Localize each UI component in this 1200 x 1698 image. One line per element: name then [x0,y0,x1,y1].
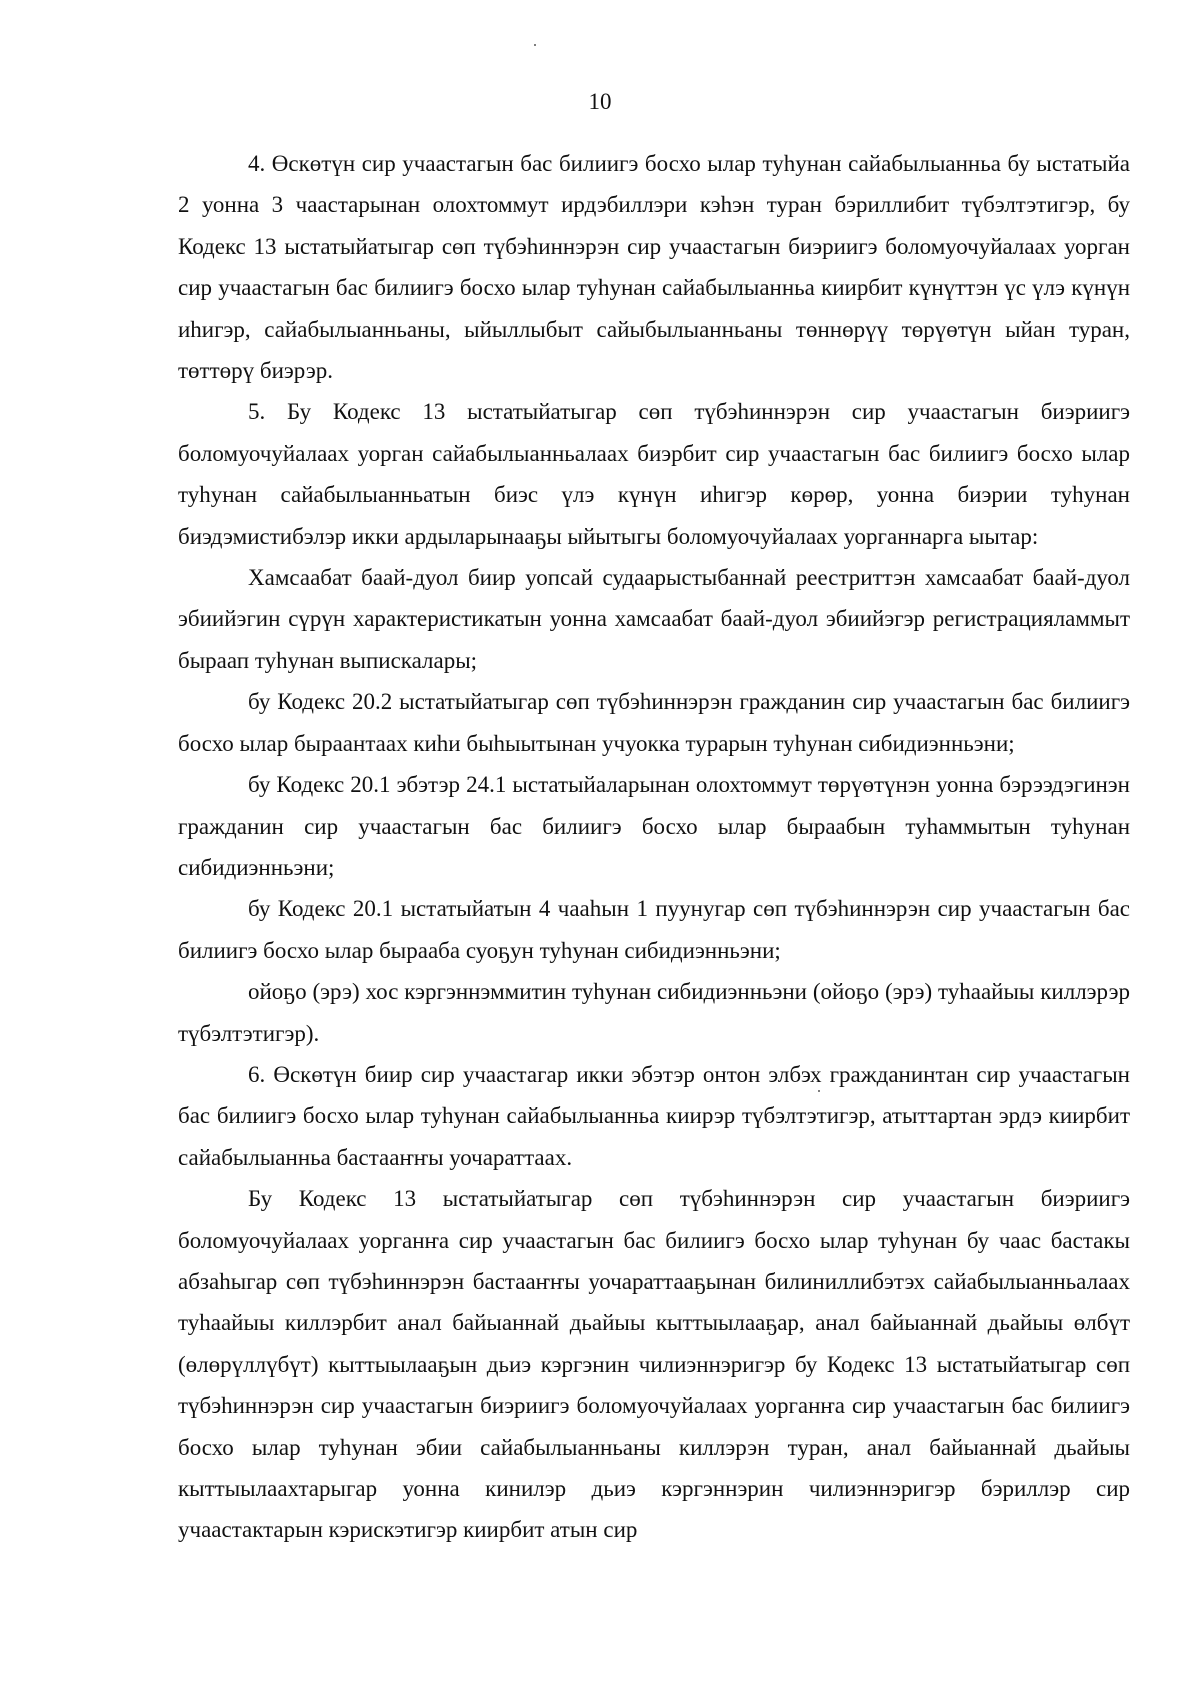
list-item-right-used-certificate: бу Кодекс 20.1 эбэтэр 24.1 ыстатыйаларынан олохтоммут төрүөтүнэн уонна бэрээдэгинэн гражданин сир учаастагын бас билиигэ босхо ылар быраабын туһаммытын туһунан сибидиэнньэни; [178,772,1130,880]
paragraph-5: 5. Бу Кодекс 13 ыстатыйатыгар сөп түбэһиннэрэн сир учаастагын биэриигэ боломуочуйалаах уорган сайабылыанньалаах биэрбит сир учаастагын бас билиигэ босхо ылар туһунан сайабылыанньатын биэс үлэ күнүн иһигэр көрөр, уонна биэрии туһунан биэдэмистибэлэр икки ардыларынааҕы ыйытыгы боломуочуйалаах уорганнарга ыытар: [178,399,1130,549]
document-body [178,143,1130,1551]
paragraph-6-continued: Бу Кодекс 13 ыстатыйатыгар сөп түбэһиннэрэн сир учаастагын биэриигэ боломуочуйалаах уорганҥа сир учаастагын бас билиигэ босхо ылар туһунан бу чаас бастакы абзаһыгар сөп түбэһиннэрэн бастааҥҥы уочараттааҕынан билиниллибэтэх сайабылыанньалаах туһаайыы киллэрбит анал байыаннай дьайыы кыттыылааҕар, анал байыаннай дьайыы өлбүт (өлөрүллүбүт) кыттыылааҕын дьиэ кэргэнин чилиэннэригэр бу Кодекс 13 ыстатыйатыгар сөп түбэһиннэрэн сир учаастагын биэриигэ боломуочуйалаах уорганҥа сир учаастагын бас билиигэ босхо ылар туһунан эбии сайабылыанньаны киллэрэн туран, анал байыаннай дьайыы кыттыылаахтарыгар уонна кинилэр дьиэ кэргэннэрин чилиэннэригэр бэриллэр сир учаастактарын кэрискэтигэр киирбит атын сир [178,1186,1130,1543]
list-item-no-right-certificate: бу Кодекс 20.1 ыстатыйатын 4 чааһын 1 пуунугар сөп түбэһиннэрэн сир учаастагын бас билиигэ босхо ылар быраабa суоҕун туһунан сибидиэнньэни; [178,896,1130,963]
list-item-registration-certificate: бу Кодекс 20.2 ыстатыйатыгар сөп түбэһиннэрэн гражданин сир учаастагын бас билиигэ босхо ылар быраантаах киһи быһыытынан учуокка турарын туһунан сибидиэнньэни; [178,689,1130,756]
scan-speck [534,44,536,46]
paragraph-4: 4. Өскөтүн сир учаастагын бас билиигэ босхо ылар туһунан сайабылыанньа бу ыстатыйа 2 уонна 3 чаастарынан олохтоммут ирдэбиллэри кэһэн туран бэриллибит түбэлтэтигэр, бу Кодекс 13 ыстатыйатыгар сөп түбэһиннэрэн сир учаастагын биэриигэ боломуочуйалаах уорган сир учаастагын бас билиигэ босхо ылар туһунан сайабылыанньа киирбит күнүттэн үс үлэ күнүн иһигэр, сайабылыанньаны, ыйыллыбыт сайыбылыанньаны төннөрүү төрүөтүн ыйан туран, төттөрү биэрэр. [178,151,1130,384]
list-item-egrn-extract: Хамсаабат баай-дуол биир уопсай судаарыстыбаннай реестриттэн хамсаабат баай-дуол эбиийэгин сүрүн характеристикатын уонна хамсаабат баай-дуол эбиийэгэр регистрацияламмыт быраап туһунан выпискалары; [178,565,1130,673]
list-item-marriage-certificate: ойоҕо (эрэ) хос кэргэннэммитин туһунан сибидиэнньэни (ойоҕо (эрэ) туһаайыы киллэрэр түбэлтэтигэр). [178,979,1130,1046]
page-number: 10 [588,89,612,114]
paragraph-6: 6. Өскөтүн биир сир учаастагар икки эбэтэр онтон элбэх гражданинтан сир учаастагын бас билиигэ босхо ылар туһунан сайабылыанньа киирэр түбэлтэтигэр, атыттартан эрдэ киирбит сайабылыанньа бастааҥҥы уочараттаах. [178,1061,1130,1170]
